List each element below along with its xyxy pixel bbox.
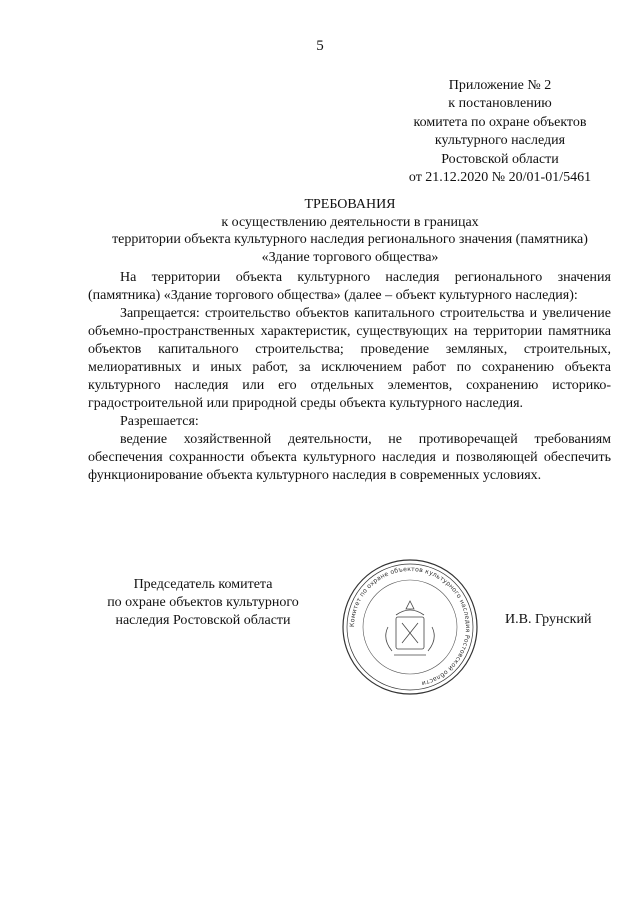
document-title — [60, 196, 640, 266]
body-paragraph: Разрешается: — [120, 414, 199, 429]
body-paragraph: ведение хозяйственной деятельности, не противоречащей требованиям обеспечения сохранности объекта культурного наследия и позволяющей обеспечить функционирование объекта культурного наследия в современных условиях. — [88, 432, 611, 483]
title-heading: ТРЕБОВАНИЯ — [304, 197, 396, 212]
appendix-line: к постановлению — [448, 96, 552, 112]
body-paragraph: На территории объекта культурного наследия регионального значения (памятника) «Здание торгового общества» (далее – объект культурного наследия): — [88, 270, 611, 303]
title-line: территории объекта культурного наследия регионального значения (памятника) — [112, 232, 588, 247]
appendix-line: культурного наследия — [434, 133, 566, 149]
appendix-block — [380, 77, 620, 187]
appendix-line: от 21.12.2020 № 20/01-01/5461 — [408, 170, 592, 186]
stamp-text: Комитет по охране объектов культурного наследия Ростовской области — [348, 565, 472, 687]
signer-title-line: по охране объектов культурного — [107, 595, 299, 610]
signer-title — [94, 576, 312, 630]
document-body — [88, 269, 611, 485]
coat-of-arms-icon — [386, 601, 435, 655]
page-number: 5 — [316, 38, 324, 54]
appendix-line: комитета по охране объектов — [413, 114, 587, 130]
signer-name: И.В. Грунский — [505, 612, 592, 627]
body-paragraph: Запрещается: строительство объектов капитального строительства и увеличение объемно-пространственных характеристик, существующих на территории памятника объектов капитального строительства; проведение земляных, строительных, мелиоративных и иных работ, за исключением работ по сохранению объекта культурного наследия или его отдельных элементов, сохранению историко-градостроительной или природной среды объекта культурного наследия. — [88, 306, 611, 411]
title-line: «Здание торгового общества» — [261, 249, 439, 265]
svg-text:Комитет по охране объектов кул — [349, 566, 471, 687]
appendix-line: Ростовской области — [441, 151, 559, 167]
appendix-line: Приложение № 2 — [448, 78, 552, 93]
signer-title-line: Председатель комитета — [133, 577, 273, 592]
title-line: к осуществлению деятельности в границах — [221, 214, 479, 230]
official-stamp — [340, 557, 480, 697]
signer-title-line: наследия Ростовской области — [115, 613, 291, 628]
